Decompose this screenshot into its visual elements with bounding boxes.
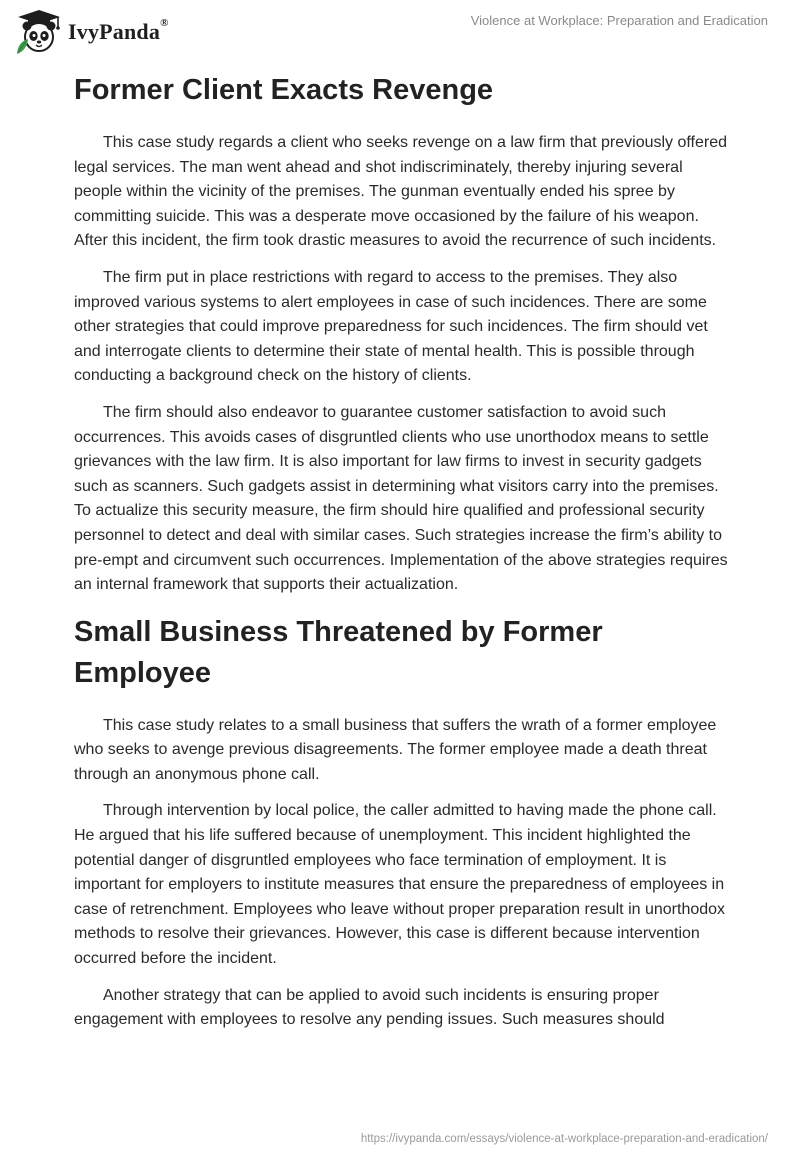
panda-graduate-icon bbox=[14, 8, 64, 54]
ivypanda-logo[interactable] bbox=[14, 8, 169, 54]
brand-name: IvyPanda® bbox=[68, 17, 169, 44]
paragraph: Through intervention by local police, the caller admitted to having made the phone call. He argued that his life suffered because of unemployment. This incident highlighted the potential danger of disgruntled employees who face termination of employment. It is important for employers to institute measures that ensure the preparedness of employees in case of retrenchment. Employees who leave without proper preparation result in unorthodox methods to resolve their grievances. However, this case is different because intervention occurred before the incident. bbox=[74, 802, 726, 968]
section-heading: Small Business Threatened by Former Employee bbox=[74, 615, 603, 689]
paragraph: The firm put in place restrictions with regard to access to the premises. They also improved various systems to alert employees in case of such incidences. There are some other strategies that could improve preparedness for such incidences. The firm should vet and interrogate clients to determine their state of mental health. This is possible through conducting a background check on the history of clients. bbox=[74, 268, 708, 385]
paragraph: This case study regards a client who seeks revenge on a law firm that previously offered legal services. The man went ahead and shot indiscriminately, thereby injuring several people within the vicinity of the premises. The gunman eventually ended his spree by committing suicide. This was a desperate move occasioned by the failure of his weapon. After this incident, the firm took drastic measures to avoid the recurrence of such incidents. bbox=[74, 134, 728, 250]
document-title: Violence at Workplace: Preparation and Eradication bbox=[470, 13, 768, 28]
page-header bbox=[0, 0, 800, 64]
section-heading: Former Client Exacts Revenge bbox=[74, 74, 494, 106]
paragraph: The firm should also endeavor to guarantee customer satisfaction to avoid such occurrences. This avoids cases of disgruntled clients who use unorthodox means to settle grievances with the law firm. It is also important for law firms to invest in security gadgets such as scanners. Such gadgets assist in determining what visitors carry into the premises. To actualize this security measure, the firm should hire qualified and professional security personnel to detect and deal with similar cases. Such strategies increase the firm’s ability to pre-empt and circumvent such occurrences. Implementation of the above strategies requires an internal framework that supports their actualization. bbox=[74, 403, 728, 594]
essay-content bbox=[74, 70, 734, 1045]
source-url[interactable]: https://ivypanda.com/essays/violence-at-workplace-preparation-and-eradication/ bbox=[360, 1133, 768, 1145]
paragraph: Another strategy that can be applied to avoid such incidents is ensuring proper engagement with employees to resolve any pending issues. Such measures should bbox=[74, 986, 665, 1029]
registered-mark: ® bbox=[160, 17, 169, 29]
paragraph: This case study relates to a small business that suffers the wrath of a former employee who seeks to avenge previous disagreements. The former employee made a death threat through an anonymous phone call. bbox=[74, 716, 717, 783]
